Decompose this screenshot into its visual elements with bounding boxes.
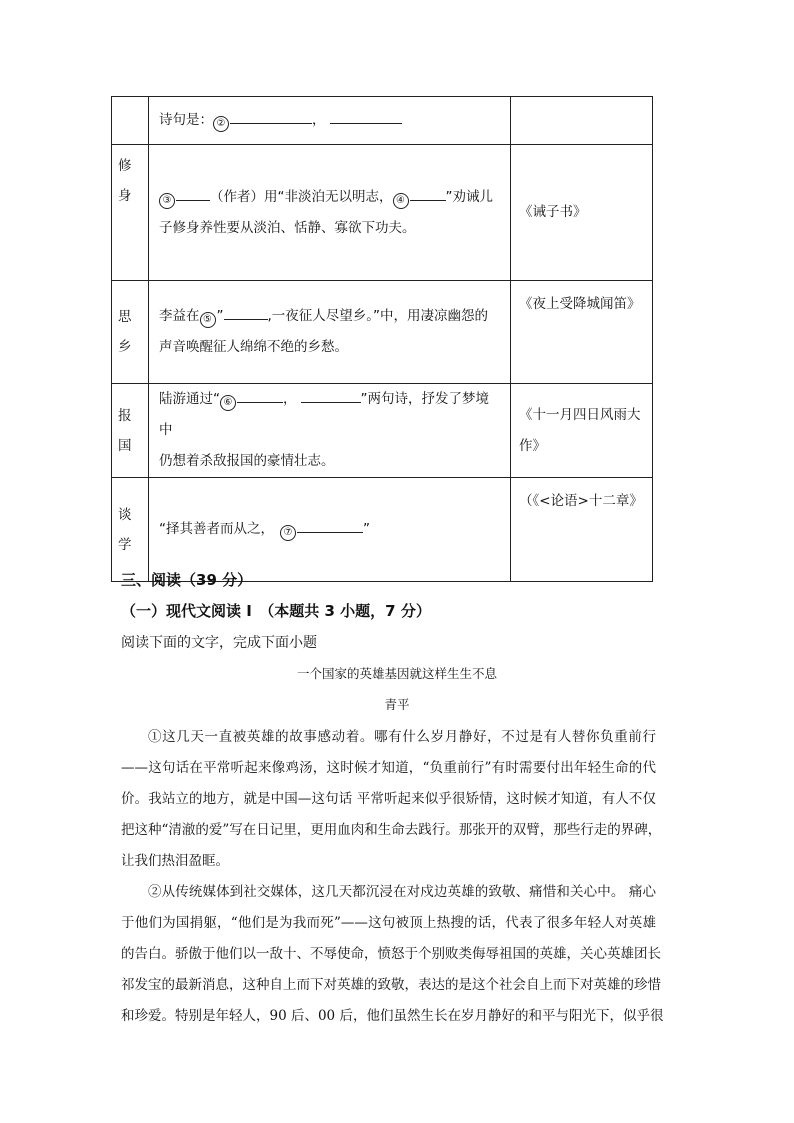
content-text: 声音唤醒征人绵绵不绝的乡愁。 <box>159 339 348 355</box>
source-cell: （《<论语>十二章》 <box>511 478 653 582</box>
theme-char: 国 <box>118 437 132 454</box>
answer-blank[interactable] <box>301 388 361 403</box>
table-row <box>112 478 653 582</box>
blank-number: ⑤ <box>200 312 216 328</box>
source-cell: 《十一月四日风雨大 作》 <box>511 384 653 478</box>
paragraph-line: 让我们热泪盈眶。 <box>121 853 229 869</box>
theme-cell <box>112 478 149 582</box>
theme-char: 身 <box>118 188 132 204</box>
section-heading: 三、阅读（39 分） <box>121 571 253 589</box>
answer-blank[interactable] <box>224 305 268 320</box>
content-text: 子修身养性要从淡泊、恬静、寡欲下功夫。 <box>159 219 416 236</box>
source-cell: 《夜上受降城闻笛》 <box>511 281 653 384</box>
theme-cell <box>112 281 149 384</box>
theme-char: 报 <box>118 407 132 424</box>
source-cell: 《诫子书》 <box>511 145 653 281</box>
paragraph-line: 于他们为国捐躯，“他们是为我而死”——这句被顶上热搜的话，代表了很多年轻人对英雄 <box>121 915 656 931</box>
content-cell: “择其善者而从之， ⑦ ” <box>149 478 511 582</box>
article-title: 一个国家的英雄基因就这样生生不息 <box>296 666 497 681</box>
table-row <box>112 384 653 478</box>
blank-number: ⑥ <box>220 395 236 411</box>
theme-char: 乡 <box>118 339 132 355</box>
content-cell: 陆游通过“ ⑥ ， ”两句诗，抒发了梦境中 仍想着杀敌报国的豪情壮志。 <box>149 384 511 478</box>
answer-blank[interactable] <box>410 186 446 201</box>
blank-number: ⑦ <box>280 525 296 541</box>
answer-blank[interactable] <box>330 109 402 124</box>
paragraph-line: ——这句话在平常听起来像鸡汤，这时候才知道，“负重前行”有时需要付出年轻生命的代 <box>121 760 656 776</box>
paragraph-line: 和珍爱。特别是年轻人，90 后、00 后，他们虽然生长在岁月静好的和平与阳光下，似乎很 <box>121 1008 664 1024</box>
paragraph-line: 价。我站立的地方，就是中国—这句话 平常听起来似乎很矫情，这时候才知道，有人不仅 <box>121 791 656 807</box>
source-cell <box>511 97 653 145</box>
theme-char: 谈 <box>118 506 132 523</box>
table-row <box>112 145 653 281</box>
blank-number: ③ <box>159 193 175 209</box>
theme-cell <box>112 384 149 478</box>
theme-cell <box>112 97 149 145</box>
paragraph-line: 把这种“清澈的爱”写在日记里，更用血肉和生命去践行。那张开的双臂，那些行走的界碑， <box>121 822 662 838</box>
blank-number: ④ <box>393 193 409 209</box>
poetry-table <box>111 96 653 582</box>
paragraph-line: ①这几天一直被英雄的故事感动着。哪有什么岁月静好，不过是有人替你负重前行 <box>148 729 656 745</box>
paragraph-line: 的告白。骄傲于他们以一敌十、不辱使命，愤怒于个别败类侮辱祖国的英雄，关心英雄团长 <box>121 946 661 962</box>
answer-blank[interactable] <box>237 388 283 403</box>
theme-char: 思 <box>118 309 132 325</box>
table-row <box>112 97 653 145</box>
reading-instruction: 阅读下面的文字，完成下面小题 <box>121 635 317 651</box>
article-paragraph-1 <box>121 722 662 877</box>
content-text: 仍想着杀敌报国的豪情壮志。 <box>159 453 335 469</box>
paragraph-line: 祁发宝的最新消息，这种自上而下对英雄的致敬，表达的是这个社会自上而下对英雄的珍惜 <box>121 977 661 993</box>
paragraph-line: ②从传统媒体到社交媒体，这几天都沉浸在对戍边英雄的致敬、痛惜和关心中。 痛心 <box>148 884 656 900</box>
content-cell: 李益在 ⑤ ” ,一夜征人尽望乡。”中，用凄凉幽怨的 声音唤醒征人绵绵不绝的乡愁。 <box>149 281 511 384</box>
theme-cell <box>112 145 149 281</box>
answer-blank[interactable] <box>176 186 210 201</box>
answer-blank[interactable] <box>230 109 312 124</box>
article-author: 青平 <box>384 697 410 712</box>
theme-char: 修 <box>118 158 132 174</box>
answer-blank[interactable] <box>297 518 363 533</box>
subsection-heading: （一）现代文阅读 I （本题共 3 小题，7 分） <box>121 602 431 620</box>
blank-number: ② <box>213 116 229 132</box>
article-paragraph-2 <box>121 877 664 1032</box>
content-cell: ③ （作者）用“非淡泊无以明志， ④ ”劝诫儿 子修身养性要从淡泊、恬静、寡欲下功夫。 <box>149 145 511 281</box>
content-cell: 诗句是： ② ， <box>149 97 511 145</box>
table-row <box>112 281 653 384</box>
content-text: 诗句是： <box>159 112 213 128</box>
theme-char: 学 <box>118 536 132 553</box>
